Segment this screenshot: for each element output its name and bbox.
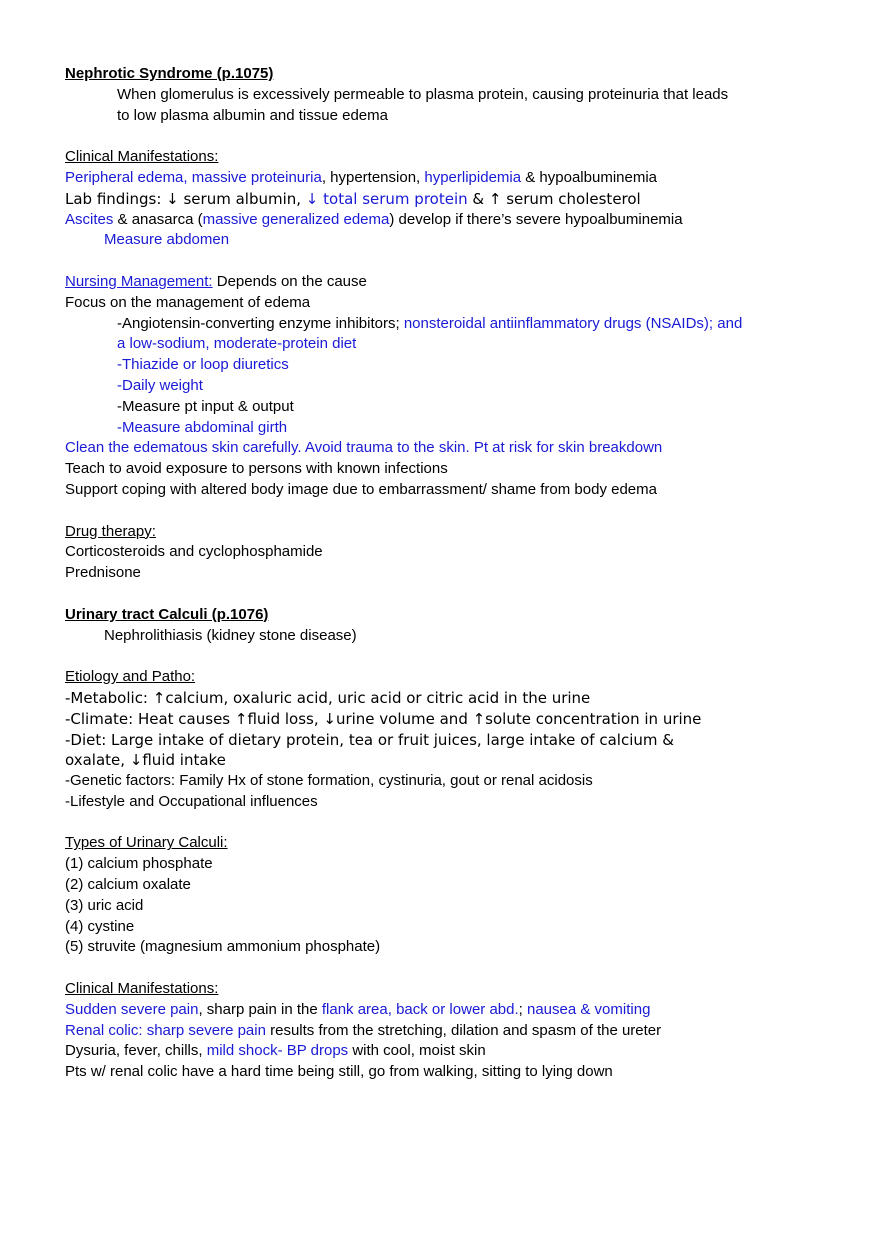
spacer <box>65 251 845 272</box>
ace-inhibitors-line <box>65 314 845 335</box>
text-run: nonsteroidal antiinflammatory drugs (NSAIDs); and <box>403 314 743 332</box>
text-run: massive proteinuria <box>191 168 322 186</box>
abdominal-girth-line: -Measure abdominal girth <box>117 418 288 436</box>
types-heading: Types of Urinary Calculi: <box>65 834 228 852</box>
spacer <box>65 501 845 522</box>
etiology-metabolic: -Metabolic: ↑calcium, oxaluric acid, uric acid or citric acid in the urine <box>65 688 591 707</box>
nursing-management-heading: Nursing Management: <box>65 272 213 290</box>
measure-abdomen-line: Measure abdomen <box>104 231 230 249</box>
lab-findings-line <box>65 189 845 210</box>
etiology-diet: -Diet: Large intake of dietary protein, tea or fruit juices, large intake of calcium & <box>65 730 674 749</box>
spacer <box>65 958 845 979</box>
text-run: results from the stretching, dilation and spasm of the ureter <box>265 1021 662 1039</box>
text-run: ↓ total serum protein <box>305 189 468 208</box>
text-run: nausea & vomiting <box>527 1000 651 1018</box>
text-run: ) develop if there’s severe hypoalbuminemia <box>389 210 683 228</box>
text-run: mild shock- BP drops <box>206 1042 349 1060</box>
text-run: -Angiotensin-converting enzyme inhibitors; <box>117 314 404 332</box>
text-run: hyperlipidemia <box>424 168 522 186</box>
text-run: & ↑ serum cholesterol <box>467 189 641 208</box>
etiology-lifestyle: -Lifestyle and Occupational influences <box>65 792 318 810</box>
ascites-line <box>65 210 845 231</box>
coping-support-line: Support coping with altered body image due to embarrassment/ shame from body edema <box>65 480 657 498</box>
text-run: flank area <box>321 1000 388 1018</box>
list-item: (2) calcium oxalate <box>65 876 191 894</box>
section-title-nephrotic-syndrome: Nephrotic Syndrome (p.1075) <box>65 65 274 82</box>
dysuria-line <box>65 1041 845 1062</box>
text-run: ; <box>518 1000 527 1018</box>
diuretics-line: -Thiazide or loop diuretics <box>117 356 289 374</box>
text-run: Dysuria, fever, chills, <box>65 1042 207 1060</box>
list-item: (3) uric acid <box>65 896 144 914</box>
manifestations-line-1 <box>65 168 845 189</box>
renal-colic-line <box>65 1021 845 1042</box>
drug-therapy-heading: Drug therapy: <box>65 522 156 540</box>
drug-line-2: Prednisone <box>65 564 141 582</box>
spacer <box>65 646 845 667</box>
text-run: , <box>387 1000 397 1018</box>
list-item: (1) calcium phosphate <box>65 855 213 873</box>
infection-teaching-line: Teach to avoid exposure to persons with known infections <box>65 460 448 478</box>
definition-line-2: to low plasma albumin and tissue edema <box>117 106 388 124</box>
definition-line-1: When glomerulus is excessively permeable to plasma protein, causing proteinuria that leads <box>117 85 729 103</box>
pain-line <box>65 1000 845 1021</box>
etiology-heading: Etiology and Patho: <box>65 668 196 686</box>
clinical-manifestations-heading-2: Clinical Manifestations: <box>65 980 219 998</box>
text-run: , hypertension, <box>321 168 425 186</box>
text-run: back or lower abd. <box>396 1000 519 1018</box>
text-run: Depends on the cause <box>212 272 367 290</box>
etiology-genetic: -Genetic factors: Family Hx of stone formation, cystinuria, gout or renal acidosis <box>65 772 593 790</box>
clinical-manifestations-heading: Clinical Manifestations: <box>65 148 219 166</box>
list-item: (5) struvite (magnesium ammonium phosphate) <box>65 938 381 956</box>
section-title-urinary-calculi: Urinary tract Calculi (p.1076) <box>65 605 269 623</box>
skin-care-line: Clean the edematous skin carefully. Avoid trauma to the skin. Pt at risk for skin breakdown <box>65 439 663 457</box>
text-run: Lab findings: ↓ serum albumin, <box>65 189 306 208</box>
diet-line: a low-sodium, moderate-protein diet <box>117 335 357 353</box>
list-item: (4) cystine <box>65 917 135 935</box>
text-run: & anasarca ( <box>113 210 203 228</box>
text-run: , <box>183 168 192 186</box>
text-run: with cool, moist skin <box>348 1042 486 1060</box>
spacer <box>65 126 845 147</box>
focus-line: Focus on the management of edema <box>65 293 311 311</box>
input-output-line: -Measure pt input & output <box>117 397 294 415</box>
text-run: Renal colic: sharp severe pain <box>65 1021 266 1039</box>
drug-line-1: Corticosteroids and cyclophosphamide <box>65 543 323 561</box>
daily-weight-line: -Daily weight <box>117 376 203 394</box>
renal-colic-behavior-line: Pts w/ renal colic have a hard time being still, go from walking, sitting to lying down <box>65 1063 613 1081</box>
text-run: Peripheral edema <box>65 168 184 186</box>
nephrolithiasis-line: Nephrolithiasis (kidney stone disease) <box>104 626 357 644</box>
spacer <box>65 813 845 834</box>
nursing-management-line <box>65 272 845 293</box>
spacer <box>65 584 845 605</box>
text-run: & hypoalbuminemia <box>521 168 658 186</box>
text-run: Ascites <box>65 210 114 228</box>
etiology-diet-cont: oxalate, ↓fluid intake <box>65 751 226 770</box>
text-run: , sharp pain in the <box>198 1000 322 1018</box>
text-run: massive generalized edema <box>202 210 390 228</box>
document-page <box>65 64 845 1083</box>
text-run: Sudden severe pain <box>65 1000 199 1018</box>
etiology-climate: -Climate: Heat causes ↑fluid loss, ↓urine volume and ↑solute concentration in urine <box>65 709 702 728</box>
